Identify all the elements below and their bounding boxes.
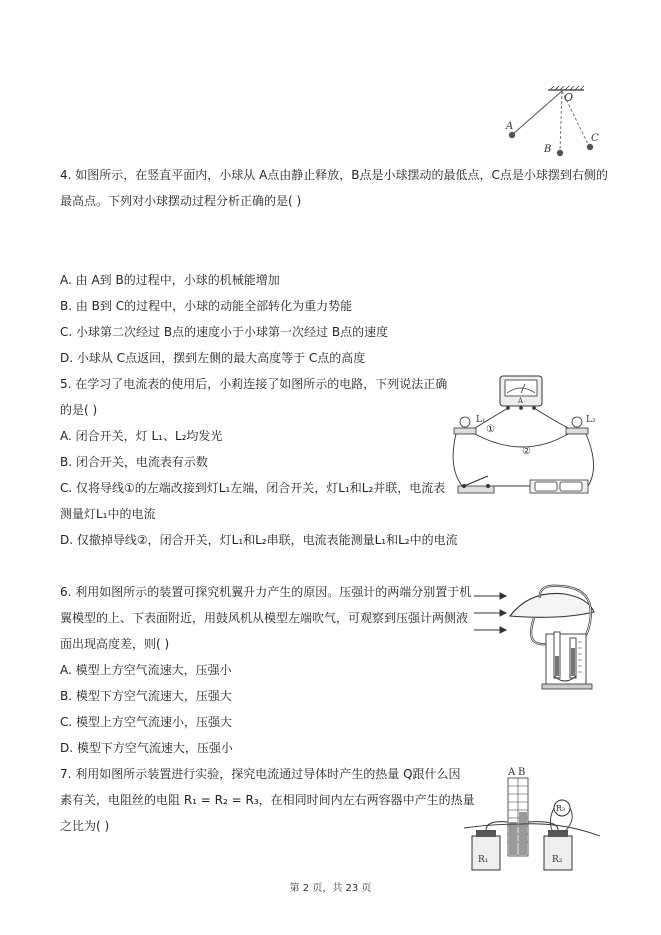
q4-stem-line1: 4. 如图所示，在竖直平面内，小球从 A点由静止释放，B点是小球摆动的最低点，C点是小球摆到右侧的 xyxy=(60,168,608,182)
q4-option-c: C. 小球第二次经过 B点的速度小于小球第一次经过 B点的速度 xyxy=(60,325,389,339)
q4-option-b: B. 由 B到 C的过程中，小球的动能全部转化为重力势能 xyxy=(60,299,353,313)
q5-option-a: A. 闭合开关，灯 L₁、L₂均发光 xyxy=(60,429,223,443)
q4-option-a: A. 由 A到 B的过程中，小球的机械能增加 xyxy=(60,273,280,287)
q5-option-c: C. 仅将导线①的左端改接到灯L₁左端，闭合开关，灯L₁和L₂并联，电流表 xyxy=(60,481,446,495)
q6-stem-line1: 6. 利用如图所示的装置可探究机翼升力产生的原因。压强计的两端分别置于机 xyxy=(60,585,472,599)
label-o: O xyxy=(564,91,574,104)
ammeter-label: A xyxy=(518,397,524,405)
q6-option-b: B. 模型下方空气流速大，压强大 xyxy=(60,689,232,703)
r3-label: R₃ xyxy=(556,804,566,813)
q4-option-d: D. 小球从 C点返回，摆到左侧的最大高度等于 C点的高度 xyxy=(60,351,366,365)
q5-stem-line2: 的是( ) xyxy=(60,403,98,417)
pendulum-figure xyxy=(500,86,610,158)
label-a: A xyxy=(506,121,514,132)
wing-figure xyxy=(470,582,600,690)
q7-stem-line3: 之比为( ) xyxy=(60,819,110,833)
wire2-label: ② xyxy=(522,446,531,457)
q6-stem-line2: 翼模型的上、下表面附近，用鼓风机从模型左端吹气，可观察到压强计两侧液 xyxy=(60,611,469,625)
q5-option-d: D. 仅撤掉导线②，闭合开关，灯L₁和L₂串联，电流表能测量L₁和L₂中的电流 xyxy=(60,533,458,547)
r2-label: R₂ xyxy=(552,855,563,865)
q6-option-d: D. 模型下方空气流速大，压强小 xyxy=(60,741,233,755)
q6-option-a: A. 模型上方空气流速大，压强小 xyxy=(60,663,232,677)
label-b: B xyxy=(544,144,552,155)
q6-option-c: C. 模型上方空气流速小，压强大 xyxy=(60,715,233,729)
joule-heat-figure xyxy=(462,764,602,874)
wire1-label: ① xyxy=(486,424,495,435)
r1-label: R₁ xyxy=(478,855,489,865)
q7-stem-line1: 7. 利用如图所示装置进行实验，探究电流通过导体时产生的热量 Q跟什么因 xyxy=(60,767,461,781)
page-footer: 第 2 页，共 23 页 xyxy=(289,883,372,894)
tube-b-label: B xyxy=(518,767,526,778)
l1-label: L₁ xyxy=(476,415,486,425)
q5-stem-line1: 5. 在学习了电流表的使用后，小莉连接了如图所示的电路，下列说法正确 xyxy=(60,377,448,391)
label-c: C xyxy=(591,133,599,144)
circuit-figure xyxy=(448,372,603,500)
q5-option-b: B. 闭合开关，电流表有示数 xyxy=(60,455,208,469)
q6-stem-line3: 面出现高度差，则( ) xyxy=(60,637,170,651)
q5-option-c-cont: 测量灯L₁中的电流 xyxy=(60,507,156,521)
q4-stem-line2: 最高点。下列对小球摆动过程分析正确的是( ) xyxy=(60,194,302,208)
tube-a-label: A xyxy=(508,767,516,778)
q7-stem-line2: 素有关，电阻丝的电阻 R₁ = R₂ = R₃，在相同时间内左右两容器中产生的热量 xyxy=(60,793,475,807)
l2-label: L₂ xyxy=(586,415,596,425)
